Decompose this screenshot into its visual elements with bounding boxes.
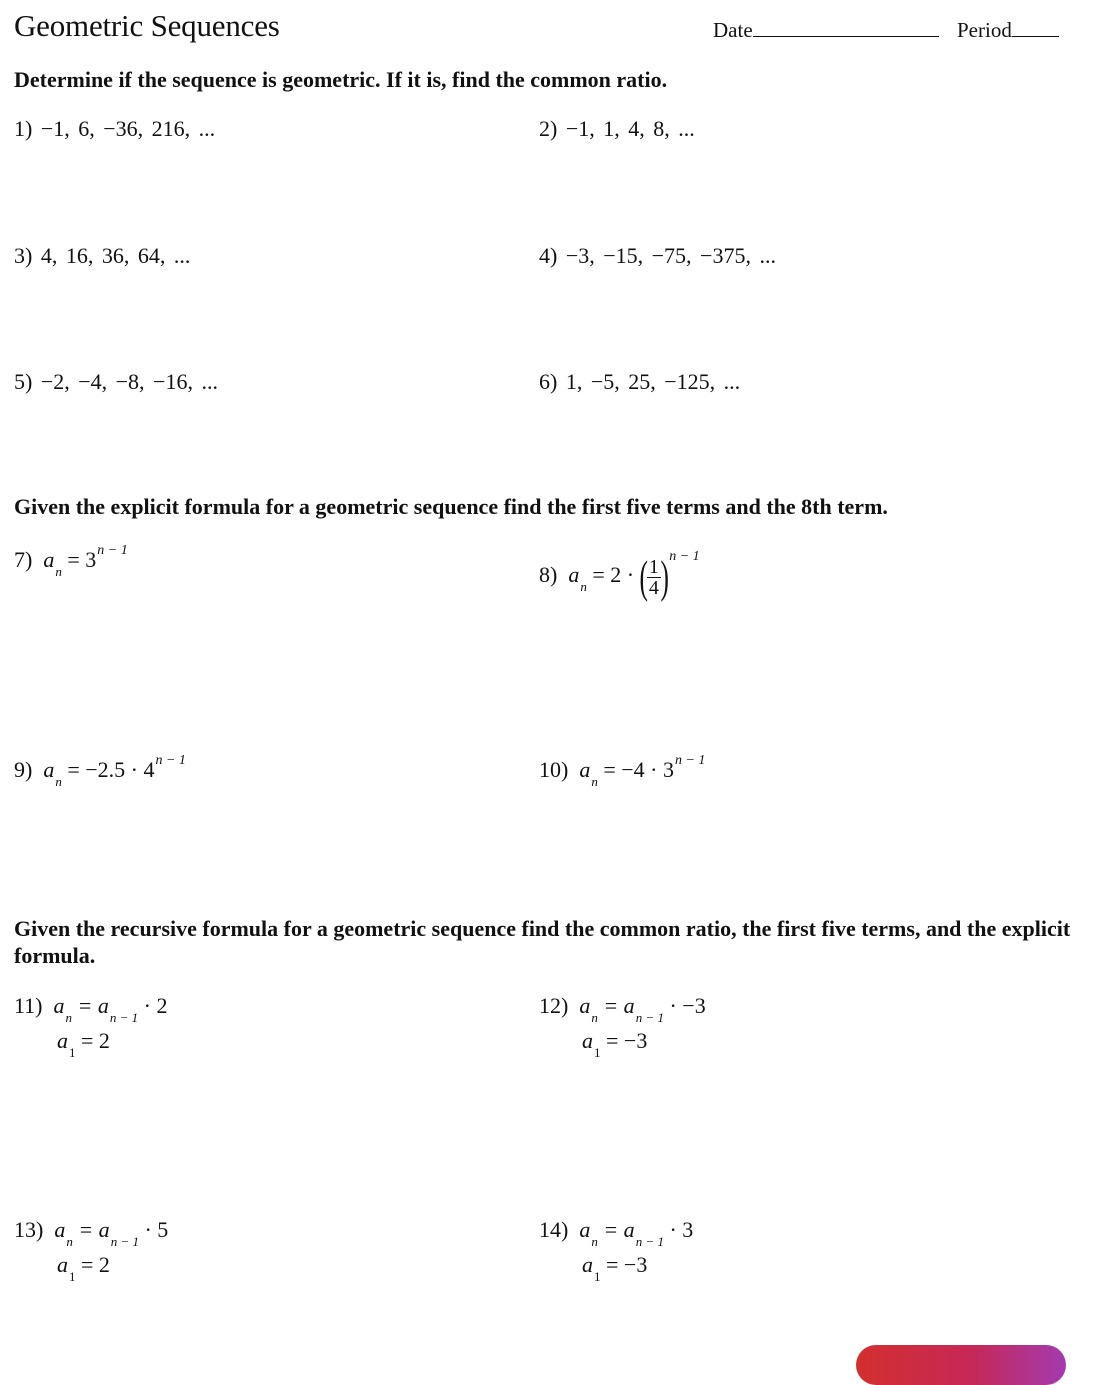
date-field: [713, 18, 939, 43]
term-subscript: n: [66, 1234, 73, 1249]
initial-value: = 2: [81, 1252, 110, 1277]
problem-number: 6): [539, 369, 558, 394]
initial-value: = 2: [81, 1028, 110, 1053]
problem-number: 7): [14, 547, 33, 572]
previous-term-subscript: n − 1: [635, 1010, 664, 1025]
formula-rhs: = 3: [67, 547, 97, 572]
recursive-rhs: = a: [603, 993, 635, 1018]
problem-number: 5): [14, 369, 33, 394]
period-label: Period: [957, 18, 1012, 42]
initial-subscript: 1: [594, 1045, 601, 1060]
problem-number: 2): [539, 116, 558, 141]
problem-2: [539, 116, 695, 142]
term-subscript: n: [591, 1010, 598, 1025]
problem-5: [14, 369, 218, 395]
term-subscript: n: [591, 1234, 598, 1249]
term-subscript: n: [55, 774, 62, 789]
section3-instruction: Given the recursive formula for a geometric sequence find the common ratio, the first five terms, and the explicit formula.: [14, 916, 1071, 968]
date-blank-line: [753, 18, 939, 37]
formula-exponent: n − 1: [97, 543, 128, 558]
term-variable: a: [579, 757, 591, 782]
problem-number: 12): [539, 993, 569, 1018]
sequence-text: −1, 1, 4, 8, ...: [565, 116, 695, 141]
term-subscript: n: [591, 774, 598, 789]
problem-number: 8): [539, 562, 558, 588]
problem-14: [539, 1217, 694, 1249]
sequence-text: 4, 16, 36, 64, ...: [40, 243, 191, 268]
common-factor: · 3: [669, 1217, 694, 1242]
recursive-rhs: = a: [603, 1217, 635, 1242]
problem-14-initial: [582, 1252, 648, 1284]
date-label: Date: [713, 18, 753, 42]
common-factor: · 5: [144, 1217, 169, 1242]
recursive-rhs: = a: [77, 993, 109, 1018]
problem-number: 3): [14, 243, 33, 268]
initial-value: = −3: [606, 1028, 648, 1053]
problem-number: 11): [14, 993, 43, 1018]
term-variable: a: [579, 1217, 591, 1242]
problem-number: 9): [14, 757, 33, 782]
problem-12: [539, 993, 706, 1025]
fraction-numerator: 1: [648, 555, 659, 578]
problem-number: 1): [14, 116, 33, 141]
initial-subscript: 1: [69, 1269, 76, 1284]
term-variable: a: [582, 1252, 593, 1277]
recursive-rhs: = a: [78, 1217, 110, 1242]
common-factor: · −3: [669, 993, 706, 1018]
formula-rhs: = 2 ·: [592, 562, 635, 588]
section1-instruction: Determine if the sequence is geometric. If it is, find the common ratio.: [14, 67, 668, 92]
term-variable: a: [43, 547, 55, 572]
floating-action-button[interactable]: [856, 1345, 1066, 1385]
problem-number: 4): [539, 243, 558, 268]
problem-1: [14, 116, 215, 142]
period-field: [957, 18, 1059, 43]
initial-subscript: 1: [594, 1269, 601, 1284]
sequence-text: 1, −5, 25, −125, ...: [565, 369, 741, 394]
sequence-text: −1, 6, −36, 216, ...: [40, 116, 216, 141]
close-paren: ): [660, 551, 669, 602]
term-variable: a: [579, 993, 591, 1018]
problem-10: [539, 753, 706, 789]
term-variable: a: [54, 1217, 66, 1242]
term-variable: a: [568, 562, 580, 588]
term-variable: a: [57, 1252, 68, 1277]
common-factor: · 2: [143, 993, 168, 1018]
sequence-text: −2, −4, −8, −16, ...: [40, 369, 218, 394]
formula-exponent: n − 1: [669, 549, 700, 565]
problem-11: [14, 993, 168, 1025]
problem-number: 14): [539, 1217, 569, 1242]
initial-value: = −3: [606, 1252, 648, 1277]
previous-term-subscript: n − 1: [109, 1010, 139, 1025]
problem-number: 10): [539, 757, 569, 782]
problem-9: [14, 753, 186, 789]
formula-exponent: n − 1: [155, 753, 186, 768]
problem-12-initial: [582, 1028, 648, 1060]
problem-4: [539, 243, 776, 269]
section2-instruction: Given the explicit formula for a geometric sequence find the first five terms and the 8th term.: [14, 494, 888, 519]
problem-3: [14, 243, 190, 269]
term-variable: a: [582, 1028, 593, 1053]
period-blank-line: [1012, 18, 1059, 37]
formula-exponent: n − 1: [674, 753, 706, 768]
term-variable: a: [53, 993, 65, 1018]
open-paren: (: [639, 551, 648, 602]
problem-6: [539, 369, 740, 395]
formula-rhs: = −2.5 · 4: [67, 757, 155, 782]
fraction: [647, 557, 661, 598]
term-variable: a: [43, 757, 55, 782]
formula-rhs: = −4 · 3: [603, 757, 674, 782]
term-subscript: n: [580, 579, 587, 595]
problem-13-initial: [57, 1252, 110, 1284]
problem-13: [14, 1217, 169, 1249]
problem-11-initial: [57, 1028, 110, 1060]
previous-term-subscript: n − 1: [635, 1234, 664, 1249]
term-subscript: n: [55, 564, 62, 579]
worksheet-title: Geometric Sequences: [14, 8, 280, 43]
initial-subscript: 1: [69, 1045, 76, 1060]
problem-number: 13): [14, 1217, 44, 1242]
fraction-denominator: 4: [648, 576, 659, 599]
previous-term-subscript: n − 1: [110, 1234, 139, 1249]
term-variable: a: [57, 1028, 68, 1053]
sequence-text: −3, −15, −75, −375, ...: [565, 243, 776, 268]
term-subscript: n: [65, 1010, 73, 1025]
problem-7: [14, 543, 128, 579]
problem-8: [539, 549, 700, 602]
